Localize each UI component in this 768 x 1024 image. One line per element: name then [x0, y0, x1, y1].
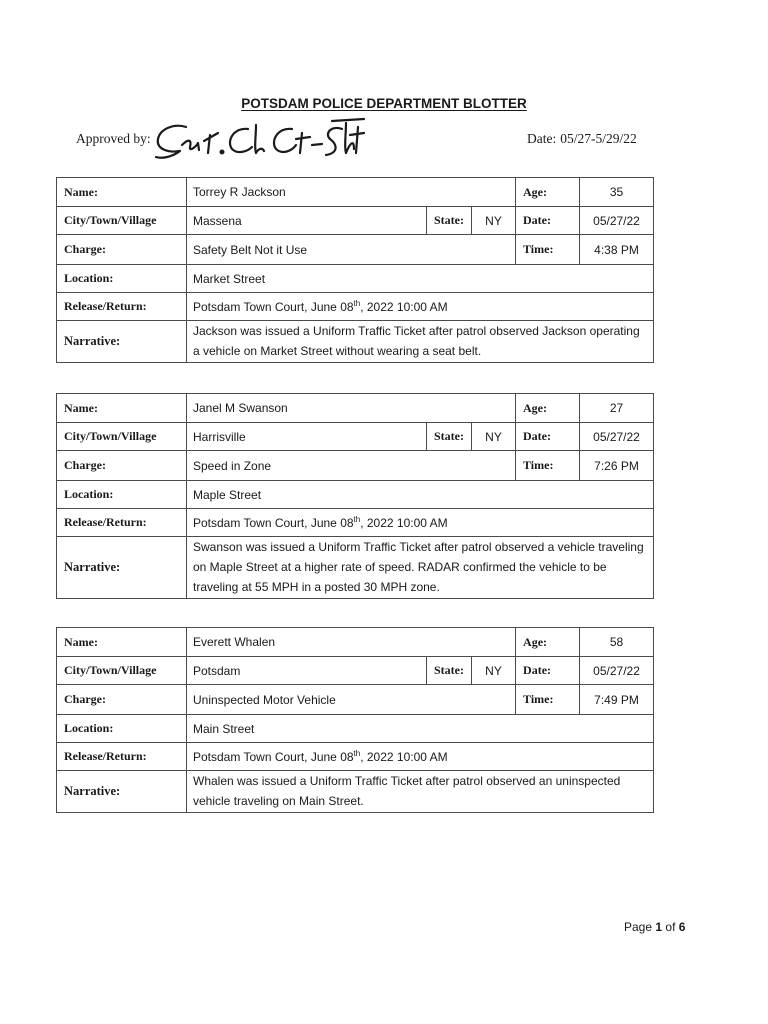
charge-value: Uninspected Motor Vehicle	[187, 685, 516, 715]
record-location-row	[57, 265, 654, 293]
narrative-label: Narrative:	[57, 537, 187, 599]
time-label: Time:	[516, 235, 580, 265]
release-value: Potsdam Town Court, June 08th, 2022 10:00 AM	[187, 509, 654, 537]
release-value: Potsdam Town Court, June 08th, 2022 10:00 AM	[187, 743, 654, 771]
charge-value: Safety Belt Not it Use	[187, 235, 516, 265]
page-title: POTSDAM POLICE DEPARTMENT BLOTTER	[241, 96, 527, 111]
signature-image	[152, 117, 366, 165]
record-charge-row	[57, 685, 654, 715]
city-label: City/Town/Village	[57, 657, 187, 685]
record-location-row	[57, 715, 654, 743]
record-location-row	[57, 481, 654, 509]
location-label: Location:	[57, 715, 187, 743]
name-label: Name:	[57, 394, 187, 423]
location-value: Maple Street	[187, 481, 654, 509]
record-release-row	[57, 743, 654, 771]
date-field-value: 05/27/22	[580, 657, 654, 685]
age-value: 27	[580, 394, 654, 423]
narrative-value: Swanson was issued a Uniform Traffic Ticket after patrol observed a vehicle traveling on Maple Street at a higher rate of speed. RADAR confirmed the vehicle to be traveling at 55 MPH in a posted 30 MPH zone.	[187, 537, 654, 599]
release-label: Release/Return:	[57, 509, 187, 537]
release-label: Release/Return:	[57, 743, 187, 771]
charge-label: Charge:	[57, 685, 187, 715]
record-city-row	[57, 207, 654, 235]
charge-value: Speed in Zone	[187, 451, 516, 481]
state-value: NY	[472, 207, 516, 235]
approved-by-label: Approved by:	[76, 131, 151, 146]
state-label: State:	[427, 423, 472, 451]
record-name-row	[57, 628, 654, 657]
record-name-row	[57, 394, 654, 423]
record-charge-row	[57, 451, 654, 481]
narrative-value: Jackson was issued a Uniform Traffic Ticket after patrol observed Jackson operating a vehicle on Market Street without wearing a seat belt.	[187, 321, 654, 363]
blotter-date	[527, 131, 637, 147]
state-value: NY	[472, 423, 516, 451]
date-field-value: 05/27/22	[580, 423, 654, 451]
city-value: Potsdam	[187, 657, 427, 685]
record-narrative-row	[57, 771, 654, 813]
time-value: 7:49 PM	[580, 685, 654, 715]
age-label: Age:	[516, 394, 580, 423]
age-label: Age:	[516, 628, 580, 657]
location-value: Market Street	[187, 265, 654, 293]
name-label: Name:	[57, 628, 187, 657]
state-label: State:	[427, 657, 472, 685]
date-field-value: 05/27/22	[580, 207, 654, 235]
time-label: Time:	[516, 451, 580, 481]
record-release-row	[57, 293, 654, 321]
record-name-row	[57, 178, 654, 207]
age-label: Age:	[516, 178, 580, 207]
charge-label: Charge:	[57, 451, 187, 481]
release-value: Potsdam Town Court, June 08th, 2022 10:00 AM	[187, 293, 654, 321]
city-label: City/Town/Village	[57, 423, 187, 451]
name-label: Name:	[57, 178, 187, 207]
name-value: Torrey R Jackson	[187, 178, 516, 207]
city-value: Harrisville	[187, 423, 427, 451]
charge-label: Charge:	[57, 235, 187, 265]
city-value: Massena	[187, 207, 427, 235]
record-narrative-row	[57, 321, 654, 363]
state-value: NY	[472, 657, 516, 685]
date-value: 05/27-5/29/22	[560, 131, 637, 146]
record-city-row	[57, 657, 654, 685]
record-charge-row	[57, 235, 654, 265]
release-label: Release/Return:	[57, 293, 187, 321]
record-2-table	[56, 393, 654, 599]
record-narrative-row	[57, 537, 654, 599]
state-label: State:	[427, 207, 472, 235]
record-city-row	[57, 423, 654, 451]
narrative-label: Narrative:	[57, 771, 187, 813]
age-value: 58	[580, 628, 654, 657]
time-label: Time:	[516, 685, 580, 715]
date-field-label: Date:	[516, 423, 580, 451]
page-number: Page 1 of 6	[624, 920, 686, 934]
city-label: City/Town/Village	[57, 207, 187, 235]
name-value: Everett Whalen	[187, 628, 516, 657]
record-release-row	[57, 509, 654, 537]
location-label: Location:	[57, 265, 187, 293]
location-label: Location:	[57, 481, 187, 509]
date-field-label: Date:	[516, 207, 580, 235]
name-value: Janel M Swanson	[187, 394, 516, 423]
age-value: 35	[580, 178, 654, 207]
record-1-table	[56, 177, 654, 363]
record-3-table	[56, 627, 654, 813]
time-value: 7:26 PM	[580, 451, 654, 481]
date-label: Date:	[527, 131, 557, 146]
date-field-label: Date:	[516, 657, 580, 685]
narrative-label: Narrative:	[57, 321, 187, 363]
time-value: 4:38 PM	[580, 235, 654, 265]
narrative-value: Whalen was issued a Uniform Traffic Ticket after patrol observed an uninspected vehicle traveling on Main Street.	[187, 771, 654, 813]
location-value: Main Street	[187, 715, 654, 743]
